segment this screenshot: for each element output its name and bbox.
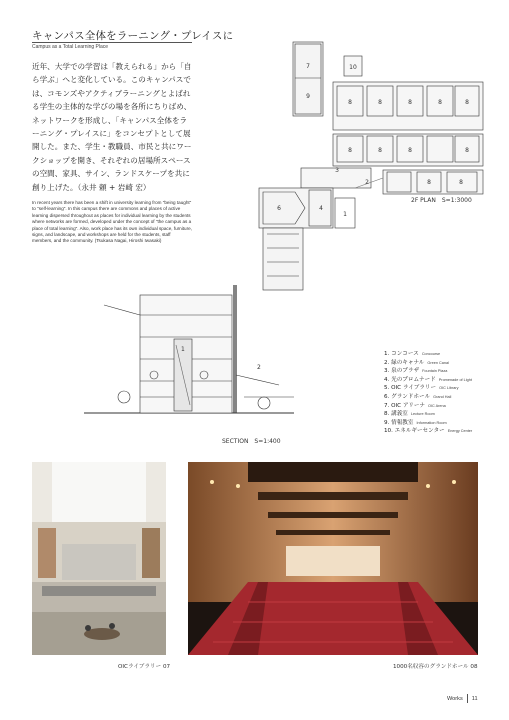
article-title: キャンパス全体をラーニング・プレイスに bbox=[32, 30, 234, 42]
plan-room-number: 8 bbox=[465, 99, 469, 106]
plan-room-number: 8 bbox=[438, 99, 442, 106]
legend-item: 2. 緑のキャナル Green Canal bbox=[384, 359, 449, 366]
title-divider bbox=[32, 42, 192, 43]
article-subtitle: Campus as a Total Learning Place bbox=[32, 44, 109, 50]
legend-item: 10. エネルギーセンター Energy Center bbox=[384, 428, 473, 435]
plan-scale-label: 2F PLAN S=1:3000 bbox=[411, 197, 472, 204]
floor-plan-drawing bbox=[255, 38, 495, 298]
library-interior-photo bbox=[32, 462, 166, 655]
grand-hall-photo bbox=[188, 462, 478, 655]
plan-room-number: 8 bbox=[378, 99, 382, 106]
section-name: Works bbox=[447, 695, 463, 702]
plan-room-number: 4 bbox=[319, 205, 323, 212]
legend-item: 5. OIC ライブラリー OIC Library bbox=[384, 385, 459, 392]
legend-item: 1. コンコース Concourse bbox=[384, 351, 441, 357]
section-drawing bbox=[84, 285, 294, 435]
legend-item: 3. 泉のプラザ Fountain Plaza bbox=[384, 368, 448, 375]
grand-hall-photo-caption: 1000名収容のグランドホール 08 bbox=[393, 664, 478, 670]
section-space-number: 2 bbox=[257, 364, 261, 371]
footer-divider bbox=[467, 694, 468, 703]
plan-room-number: 8 bbox=[378, 147, 382, 154]
plan-room-number: 7 bbox=[306, 63, 310, 70]
legend-item: 8. 講義室 Lecture Room bbox=[384, 411, 435, 418]
article-body-japanese: 近年、大学での学習は「教えられる」から「自ら学ぶ」へと変化している。このキャンパスでは、コモンズやアクティブラーニングとよばれる学生の主体的な学びの場を各所にちりばめ、ネットワークを形成し、「キャンパス全体をラーニング・プレイスに」をコンセプトとして展開した。また、学生・教職員、市民と共にワークショップを開き、それぞれの居場所スペースの空間、家具、サイン、ランドスケープを共に創り上げた。（永井 頼 + 岩崎 宏） bbox=[32, 62, 192, 192]
legend-item: 9. 情報教室 Information Room bbox=[384, 419, 447, 426]
plan-room-number: 8 bbox=[408, 99, 412, 106]
plan-room-number: 2 bbox=[365, 179, 369, 186]
plan-room-number: 8 bbox=[348, 147, 352, 154]
section-scale-label: SECTION S=1:400 bbox=[222, 438, 281, 445]
plan-room-number: 8 bbox=[465, 147, 469, 154]
page-footer bbox=[447, 694, 478, 703]
plan-room-number: 8 bbox=[427, 179, 431, 186]
plan-room-number: 8 bbox=[459, 179, 463, 186]
library-photo-caption: OICライブラリー 07 bbox=[118, 664, 171, 670]
plan-room-number: 1 bbox=[343, 211, 347, 218]
plan-room-number: 8 bbox=[348, 99, 352, 106]
section-space-number: 1 bbox=[181, 346, 185, 353]
plan-room-number: 9 bbox=[306, 93, 310, 100]
page-number: 11 bbox=[471, 695, 478, 702]
plan-room-number: 8 bbox=[408, 147, 412, 154]
legend-item: 4. 光のプロムナード Promenade of Light bbox=[384, 376, 472, 383]
plan-room-number: 6 bbox=[277, 205, 281, 212]
plan-room-number: 3 bbox=[335, 167, 339, 174]
article-body-english: In recent years there has been a shift in university learning from "being taught" to "self-learning". In this campus there are commons and places of active learning dispersed throughout as places for individual learning by the students where networks are formed, developed under the concept of "the campus as a place of total learning". Also, work place has its own individual space, furniture, signs, and landscape, and workshops are held for the students, staff members, and the community. (Tsukasa Nagai, Hiroshi Iwasaki) bbox=[32, 200, 192, 244]
room-legend bbox=[384, 350, 472, 436]
legend-item: 7. OIC アリーナ OIC Arena bbox=[384, 402, 446, 409]
legend-item: 6. グランドホール Grand Hall bbox=[384, 393, 452, 400]
plan-room-number: 10 bbox=[349, 64, 357, 71]
